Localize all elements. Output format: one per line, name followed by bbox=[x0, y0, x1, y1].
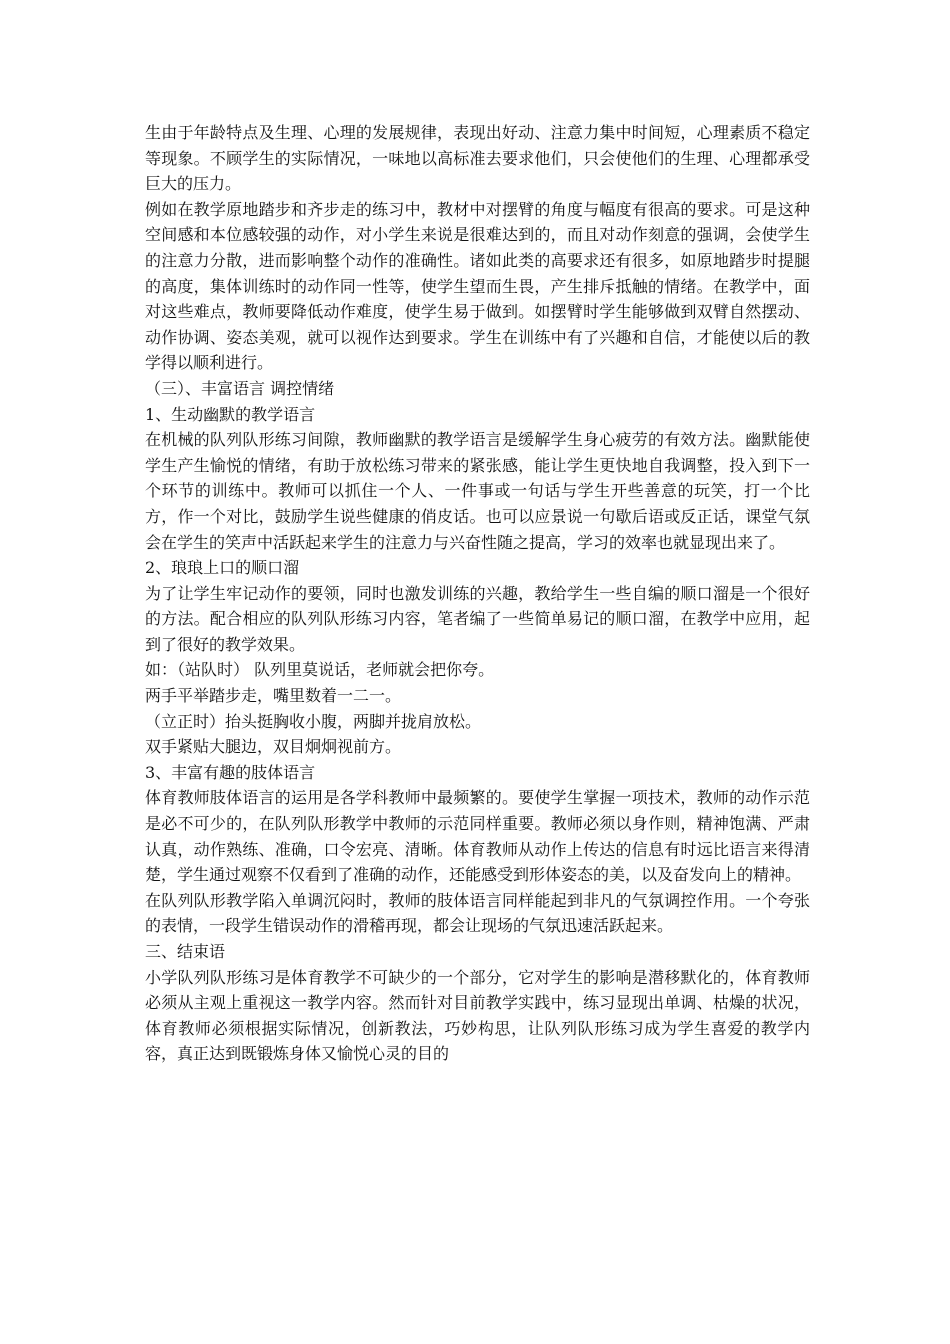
subheading-body-language: 3、丰富有趣的肢体语言 bbox=[145, 762, 316, 782]
section-heading-language: （三）、丰富语言 调控情绪 bbox=[145, 378, 335, 398]
paragraph-student-characteristics: 生由于年龄特点及生理、心理的发展规律，表现出好动、注意力集中时间短，心理素质不稳定等现象。不顾学生的实际情况，一味地以高标准去要求他们，只会使他们的生理、心理都承受巨大的压力。 bbox=[145, 123, 810, 194]
paragraph-body-language: 体育教师肢体语言的运用是各学科教师中最频繁的。要使学生掌握一项技术，教师的动作示范是必不可少的，在队列队形教学中教师的示范同样重要。教师必须以身作则，精神饱满、严肃认真，动作熟练、准确，口令宏亮、清晰。体育教师从动作上传达的信息有时远比语言来得清楚，学生通过观察不仅看到了准确的动作，还能感受到形体姿态的美，以及奋发向上的精神。 bbox=[145, 788, 810, 885]
subheading-humor: 1、生动幽默的教学语言 bbox=[145, 404, 316, 424]
rhyme-line: （立正时）抬头挺胸收小腹，两脚并拢肩放松。 bbox=[145, 711, 482, 731]
paragraph-humor: 在机械的队列队形练习间隙，教师幽默的教学语言是缓解学生身心疲劳的有效方法。幽默能使学生产生愉悦的情绪，有助于放松练习带来的紧张感，能让学生更快地自我调整，投入到下一个环节的训练中。教师可以抓住一个人、一件事或一句话与学生开些善意的玩笑，打一个比方，作一个对比，鼓励学生说些健康的俏皮话。也可以应景说一句歇后语或反正话，课堂气氛会在学生的笑声中活跃起来学生的注意力与兴奋性随之提高，学习的效率也就显现出来了。 bbox=[145, 430, 810, 552]
rhyme-line: 如：（站队时） 队列里莫说话，老师就会把你夸。 bbox=[145, 660, 495, 680]
paragraph-marching-example: 例如在教学原地踏步和齐步走的练习中，教材中对摆臂的角度与幅度有很高的要求。可是这种空间感和本位感较强的动作，对小学生来说是很难达到的，而且对动作刻意的强调，会使学生的注意力分散，进而影响整个动作的准确性。诸如此类的高要求还有很多，如原地踏步时提腿的高度，集体训练时的动作同一性等，使学生望而生畏，产生排斥抵触的情绪。在教学中，面对这些难点，教师要降低动作难度，使学生易于做到。如摆臂时学生能够做到双臂自然摆动、动作协调、姿态美观，就可以视作达到要求。学生在训练中有了兴趣和自信，才能使以后的教学得以顺利进行。 bbox=[145, 199, 810, 373]
rhyme-line: 两手平举踏步走，嘴里数着一二一。 bbox=[145, 686, 402, 706]
rhyme-line: 双手紧贴大腿边，双目炯炯视前方。 bbox=[145, 737, 402, 757]
paragraph-atmosphere: 在队列队形教学陷入单调沉闷时，教师的肢体语言同样能起到非凡的气氛调控作用。一个夸张的表情，一段学生错误动作的滑稽再现，都会让现场的气氛迅速活跃起来。 bbox=[145, 890, 810, 936]
document-page bbox=[145, 120, 810, 1067]
paragraph-rhymes: 为了让学生牢记动作的要领，同时也激发训练的兴趣，教给学生一些自编的顺口溜是一个很好的方法。配合相应的队列队形练习内容，笔者编了一些简单易记的顺口溜，在教学中应用，起到了很好的教学效果。 bbox=[145, 583, 810, 654]
subheading-rhymes: 2、琅琅上口的顺口溜 bbox=[145, 558, 300, 578]
paragraph-conclusion: 小学队列队形练习是体育教学不可缺少的一个部分，它对学生的影响是潜移默化的，体育教师必须从主观上重视这一教学内容。然而针对目前教学实践中，练习显现出单调、枯燥的状况，体育教师必须根据实际情况，创新教法，巧妙构思，让队列队形练习成为学生喜爱的教学内容，真正达到既锻炼身体又愉悦心灵的目的 bbox=[145, 967, 810, 1064]
section-heading-conclusion: 三、结束语 bbox=[145, 942, 226, 961]
